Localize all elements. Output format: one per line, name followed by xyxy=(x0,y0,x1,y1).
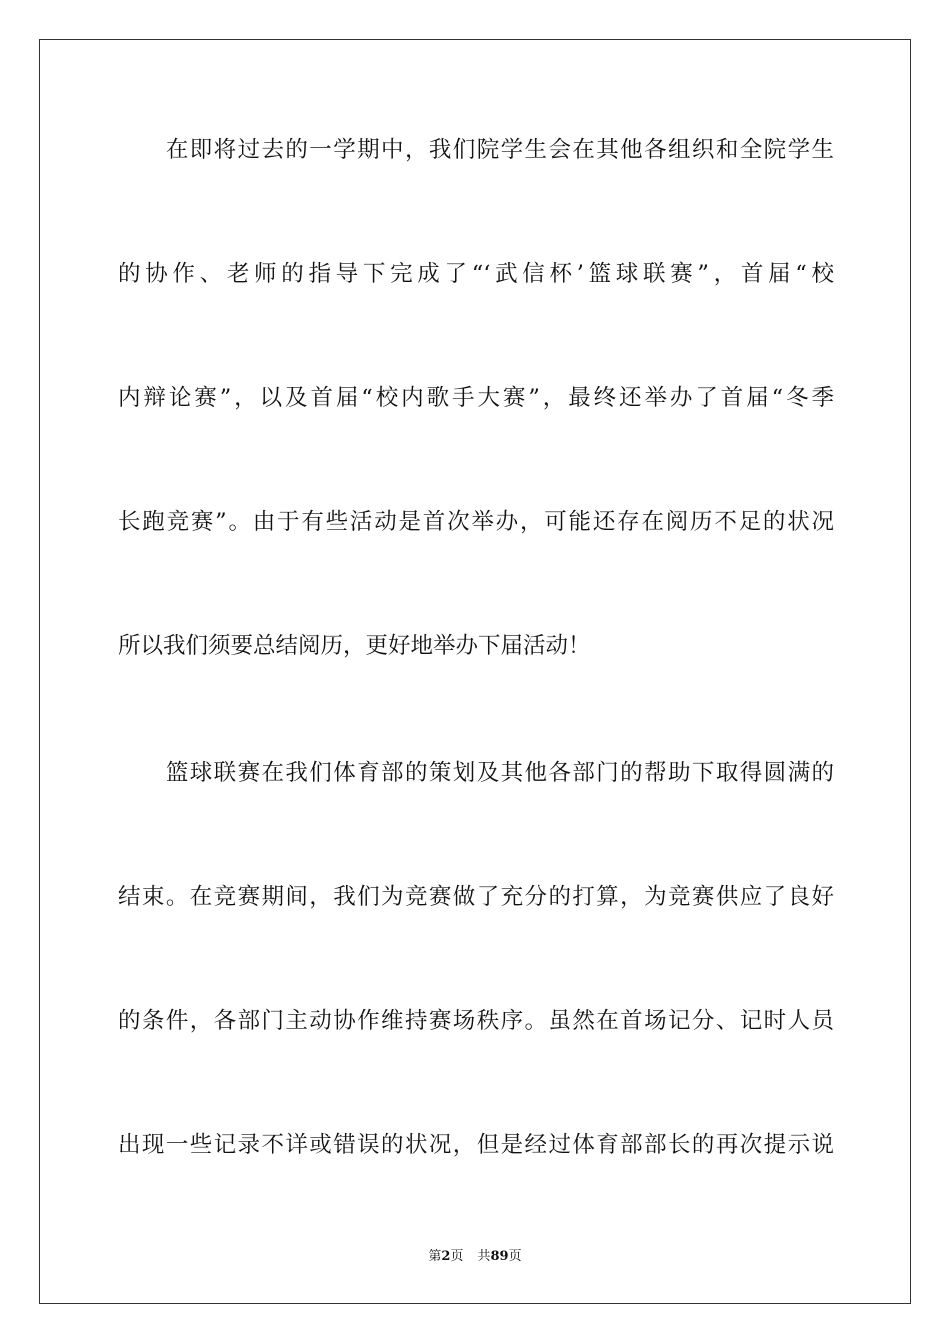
body-text-line: 结束。在竞赛期间，我们为竞赛做了充分的打算，为竞赛供应了良好 xyxy=(118,884,834,910)
total-pages: 89 xyxy=(490,1249,509,1264)
body-text-line: 内辩论赛”，以及首届“校内歌手大赛”，最终还举办了首届“冬季 xyxy=(118,385,834,411)
total-label-suffix: 页 xyxy=(508,1249,522,1264)
page-footer xyxy=(0,1248,950,1266)
body-text-line: 的协作、老师的指导下完成了“‘武信杯’篮球联赛”，首届“校 xyxy=(118,261,834,287)
page-frame xyxy=(39,39,911,1304)
page-label-suffix: 页 xyxy=(450,1249,464,1264)
page-number: 2 xyxy=(441,1249,451,1264)
body-text-line: 出现一些记录不详或错误的状况，但是经过体育部部长的再次提示说 xyxy=(118,1132,834,1158)
body-text-line: 篮球联赛在我们体育部的策划及其他各部门的帮助下取得圆满的 xyxy=(118,760,834,786)
body-text-line: 长跑竞赛”。由于有些活动是首次举办，可能还存在阅历不足的状况 xyxy=(118,509,834,535)
body-text-line: 在即将过去的一学期中，我们院学生会在其他各组织和全院学生 xyxy=(118,137,834,163)
body-text-line: 所以我们须要总结阅历，更好地举办下届活动！ xyxy=(118,633,591,659)
page-label-prefix: 第 xyxy=(428,1249,442,1264)
body-text-line: 的条件，各部门主动协作维持赛场秩序。虽然在首场记分、记时人员 xyxy=(118,1008,834,1034)
total-label-prefix: 共 xyxy=(477,1249,491,1264)
